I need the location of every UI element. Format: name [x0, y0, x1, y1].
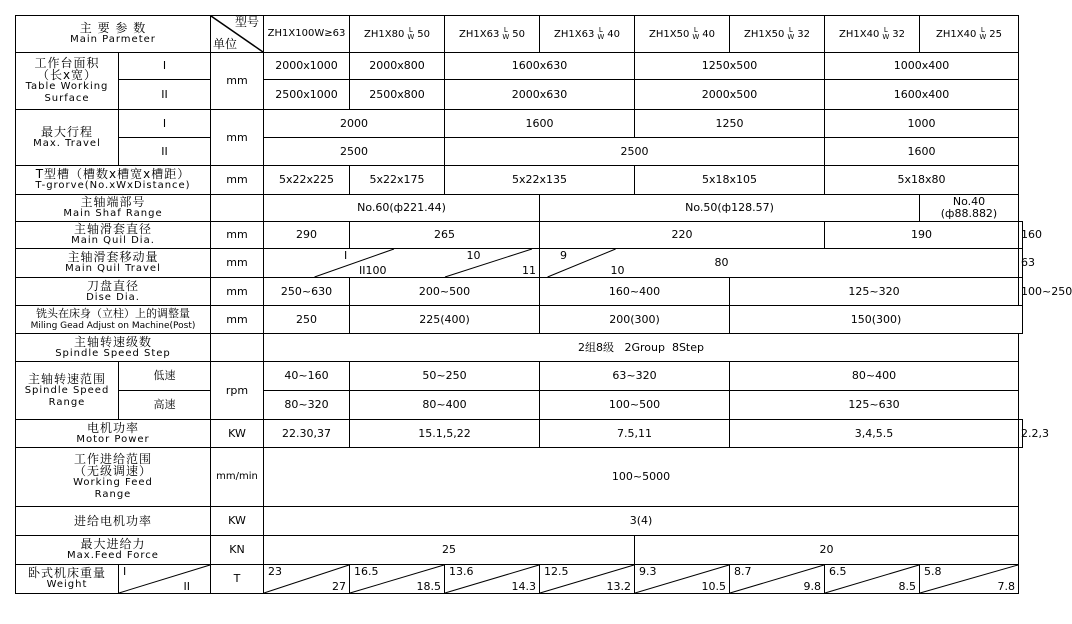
quill-dia-row: 主轴滑套直径 Main Quil Dia. mm 290 265 220 190 160 — [16, 222, 1023, 249]
model-7: ZH1X40 L W 32 — [825, 16, 920, 53]
variant-ii: II — [119, 80, 211, 110]
quill-travel-diag-2: 10 11 — [445, 249, 540, 278]
weight-pair-8: 5.8 7.8 — [920, 565, 1019, 594]
spindle-range-high-row: 高速 80~320 80~400 100~500 125~630 — [16, 391, 1023, 420]
header-row — [16, 16, 1023, 53]
unit-cell: mm — [211, 53, 264, 110]
t-groove-label: T型槽（槽数x槽宽x槽距） T-grorve(No.xWxDistance) — [16, 166, 211, 195]
weight-pair-4: 12.5 13.2 — [540, 565, 635, 594]
model-5: ZH1X50 L W 40 — [635, 16, 730, 53]
motor-power-row: 电机功率 Motor Power KW 22.30,37 15.1,5,22 7.5,11 3,4,5.5 2.2,3 — [16, 420, 1023, 448]
model-3: ZH1X63 L W 50 — [445, 16, 540, 53]
quill-travel-row: 主轴滑套移动量 Main Quil Travel mm I II100 10 11 9 10 80 63 — [16, 249, 1023, 278]
motor-power-label: 电机功率 Motor Power — [16, 420, 211, 448]
model-unit-corner: 型号 单位 — [211, 16, 264, 53]
weight-label: 卧式机床重量 Weight — [16, 565, 119, 594]
quill-travel-diag-1: I II100 — [264, 249, 445, 278]
max-travel-label: 最大行程 Max. Travel — [16, 110, 119, 166]
model-4: ZH1X63 L W 40 — [540, 16, 635, 53]
max-travel-row-2: II 2500 2500 1600 — [16, 138, 1023, 166]
weight-row: 卧式机床重量 Weight I II T 23 27 16.5 18.5 13.6 14.3 12.5 13.2 9.3 10.5 8.7 9.8 6.5 8.5 5.8 7.8 — [16, 565, 1023, 594]
spindle-end-row: 主轴端部号 Main Shaf Range No.60(ф221.44) No.50(ф128.57) No.40 (ф88.882) — [16, 195, 1023, 222]
feed-range-row: 工作进给范围 （无级调速） Working Feed Range mm/min 100~5000 — [16, 448, 1023, 507]
quill-travel-diag-3: 9 10 — [540, 249, 635, 278]
weight-variant-diag: I II — [119, 565, 211, 594]
weight-pair-2: 16.5 18.5 — [350, 565, 445, 594]
t-groove-row: T型槽（槽数x槽宽x槽距） T-grorve(No.xWxDistance) mm 5x22x225 5x22x175 5x22x135 5x18x105 5x18x80 — [16, 166, 1023, 195]
model-2: ZH1X80 L W 50 — [350, 16, 445, 53]
weight-pair-1: 23 27 — [264, 565, 350, 594]
model-8: ZH1X40 L W 25 — [920, 16, 1019, 53]
feed-motor-label: 进给电机功率 — [16, 507, 211, 536]
max-travel-row-1: 最大行程 Max. Travel I mm 2000 1600 1250 1000 — [16, 110, 1023, 138]
weight-pair-6: 8.7 9.8 — [730, 565, 825, 594]
feed-motor-row: 进给电机功率 KW 3(4) — [16, 507, 1023, 536]
model-1: ZH1X100W≥63 — [264, 16, 350, 53]
feed-force-label: 最大进给力 Max.Feed Force — [16, 536, 211, 565]
disc-dia-label: 刀盘直径 Dise Dia. — [16, 278, 211, 306]
spindle-steps-row: 主轴转速级数 Spindle Speed Step 2组8级 2Group 8Step — [16, 334, 1023, 362]
disc-dia-row: 刀盘直径 Dise Dia. mm 250~630 200~500 160~400 125~320 100~250 — [16, 278, 1023, 306]
spec-table — [15, 15, 1072, 594]
main-parameter-header: 主 要 参 数 Main Parmeter — [16, 16, 211, 53]
weight-pair-3: 13.6 14.3 — [445, 565, 540, 594]
quill-dia-label: 主轴滑套直径 Main Quil Dia. — [16, 222, 211, 249]
spindle-range-label: 主轴转速范围 Spindle Speed Range — [16, 362, 119, 420]
table-area-row-2: II 2500x1000 2500x800 2000x630 2000x500 1600x400 — [16, 80, 1023, 110]
milling-head-row: 铣头在床身（立柱）上的调整量 Miling Gead Adjust on Machine(Post) mm 250 225(400) 200(300) 150(300) — [16, 306, 1023, 334]
quill-travel-label: 主轴滑套移动量 Main Quil Travel — [16, 249, 211, 278]
weight-pair-5: 9.3 10.5 — [635, 565, 730, 594]
variant-i: I — [119, 53, 211, 80]
milling-head-label: 铣头在床身（立柱）上的调整量 Miling Gead Adjust on Machine(Post) — [16, 306, 211, 334]
spindle-end-label: 主轴端部号 Main Shaf Range — [16, 195, 211, 222]
table-area-row-1: 工作台面积 （长x宽） Table Working Surface I mm 2000x1000 2000x800 1600x630 1250x500 1000x400 — [16, 53, 1023, 80]
model-6: ZH1X50 L W 32 — [730, 16, 825, 53]
table-area-label: 工作台面积 （长x宽） Table Working Surface — [16, 53, 119, 110]
weight-pair-7: 6.5 8.5 — [825, 565, 920, 594]
spindle-steps-label: 主轴转速级数 Spindle Speed Step — [16, 334, 211, 362]
feed-range-label: 工作进给范围 （无级调速） Working Feed Range — [16, 448, 211, 507]
feed-force-row: 最大进给力 Max.Feed Force KN 25 20 — [16, 536, 1023, 565]
spindle-range-low-row: 主轴转速范围 Spindle Speed Range 低速 rpm 40~160 50~250 63~320 80~400 — [16, 362, 1023, 391]
